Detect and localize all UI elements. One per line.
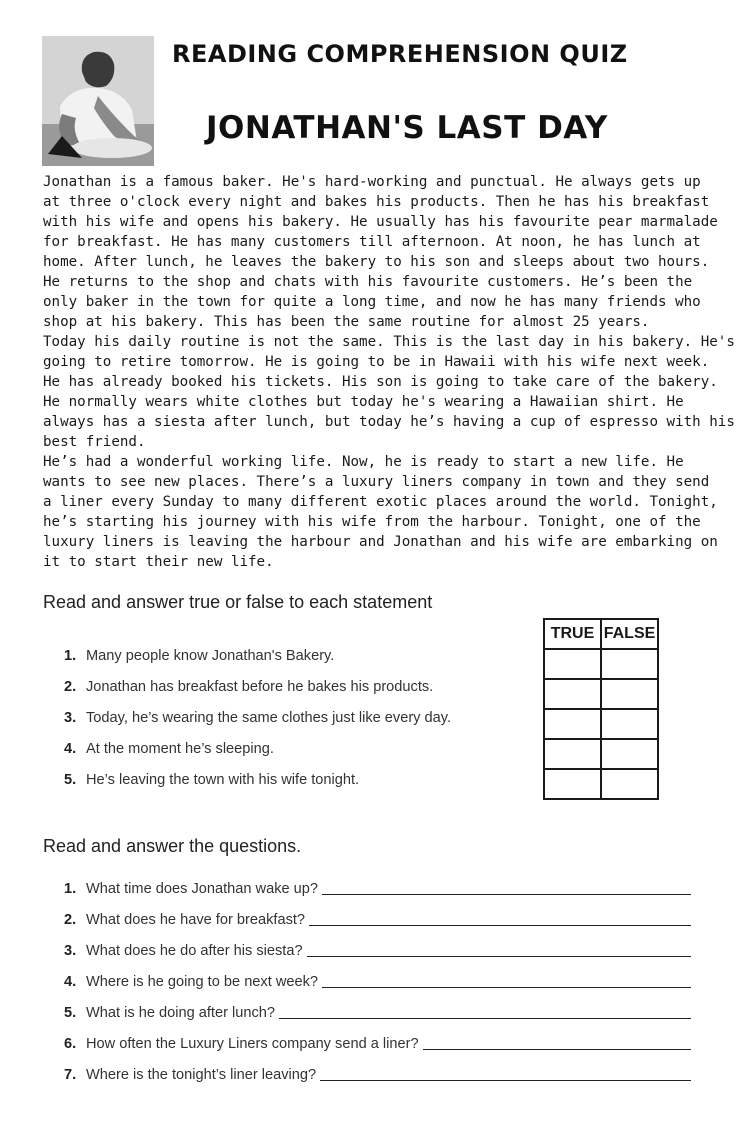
story-line: only baker in the town for quite a long time, and now he has many friends who bbox=[43, 294, 701, 310]
true-false-statements bbox=[64, 648, 451, 803]
false-column-header: FALSE bbox=[601, 619, 658, 649]
story-line: Jonathan is a famous baker. He's hard-working and punctual. He always gets up bbox=[43, 174, 701, 190]
story-line: wants to see new places. There’s a luxury liners company in town and they send bbox=[43, 474, 710, 490]
statement-text: At the moment he’s sleeping. bbox=[86, 741, 274, 757]
question-number: 1. bbox=[64, 881, 77, 897]
question-item bbox=[64, 1056, 691, 1087]
question-text: How often the Luxury Liners company send a liner? bbox=[86, 1036, 419, 1052]
statement-number: 3. bbox=[64, 710, 77, 726]
story-line: He normally wears white clothes but today he's wearing a Hawaiian shirt. He bbox=[43, 394, 684, 410]
true-answer-cell[interactable] bbox=[544, 769, 601, 799]
question-item bbox=[64, 932, 691, 963]
false-answer-cell[interactable] bbox=[601, 739, 658, 769]
story-line: it to start their new life. bbox=[43, 554, 274, 570]
statement-text: He’s leaving the town with his wife tonight. bbox=[86, 772, 360, 788]
story-line: He’s had a wonderful working life. Now, he is ready to start a new life. He bbox=[43, 454, 684, 470]
question-number: 5. bbox=[64, 1005, 77, 1021]
true-answer-cell[interactable] bbox=[544, 739, 601, 769]
question-number: 2. bbox=[64, 912, 77, 928]
false-answer-cell[interactable] bbox=[601, 649, 658, 679]
question-text: What is he doing after lunch? bbox=[86, 1005, 276, 1021]
story-line: best friend. bbox=[43, 434, 146, 450]
story-line: he’s starting his journey with his wife from the harbour. Tonight, one of the bbox=[43, 514, 701, 530]
statement-item bbox=[64, 679, 451, 710]
baker-photo bbox=[42, 36, 154, 166]
false-answer-cell[interactable] bbox=[601, 769, 658, 799]
question-number: 7. bbox=[64, 1067, 77, 1083]
story-line: at three o'clock every night and bakes his products. Then he has his breakfast bbox=[43, 194, 710, 210]
statement-item bbox=[64, 741, 451, 772]
false-answer-cell[interactable] bbox=[601, 679, 658, 709]
true-false-table bbox=[543, 618, 659, 800]
questions-heading: Read and answer the questions. bbox=[43, 836, 302, 856]
question-text: What time does Jonathan wake up? bbox=[86, 881, 319, 897]
question-list bbox=[64, 870, 691, 1087]
story-line: a liner every Sunday to many different exotic places around the world. Tonight, bbox=[43, 494, 718, 510]
true-false-header-row bbox=[544, 619, 658, 649]
statement-number: 4. bbox=[64, 741, 77, 757]
story-line: always has a siesta after lunch, but today he’s having a cup of espresso with his bbox=[43, 414, 735, 430]
story-line: with his wife and opens his bakery. He usually has his favourite pear marmalade bbox=[43, 214, 718, 230]
true-answer-cell[interactable] bbox=[544, 709, 601, 739]
true-column-header: TRUE bbox=[544, 619, 601, 649]
false-answer-cell[interactable] bbox=[601, 709, 658, 739]
statement-item bbox=[64, 648, 451, 679]
baker-illustration bbox=[42, 36, 154, 166]
true-answer-cell[interactable] bbox=[544, 679, 601, 709]
answer-line[interactable] bbox=[322, 987, 691, 988]
statement-number: 2. bbox=[64, 679, 77, 695]
question-item bbox=[64, 963, 691, 994]
statement-item bbox=[64, 710, 451, 741]
question-item bbox=[64, 870, 691, 901]
story-line: for breakfast. He has many customers till afternoon. At noon, he has lunch at bbox=[43, 234, 701, 250]
story-title: JONATHAN'S LAST DAY bbox=[206, 110, 608, 146]
statement-number: 1. bbox=[64, 648, 77, 664]
story-text bbox=[43, 172, 735, 572]
answer-row bbox=[544, 649, 658, 679]
statement-text: Many people know Jonathan's Bakery. bbox=[86, 648, 335, 664]
story-line: going to retire tomorrow. He is going to be in Hawaii with his wife next week. bbox=[43, 354, 710, 370]
answer-line[interactable] bbox=[307, 956, 691, 957]
answer-line[interactable] bbox=[423, 1049, 691, 1050]
question-item bbox=[64, 901, 691, 932]
statement-text: Today, he’s wearing the same clothes just like every day. bbox=[86, 710, 452, 726]
question-text: Where is the tonight’s liner leaving? bbox=[86, 1067, 317, 1083]
question-number: 4. bbox=[64, 974, 77, 990]
answer-line[interactable] bbox=[309, 925, 691, 926]
answer-row bbox=[544, 739, 658, 769]
statement-text: Jonathan has breakfast before he bakes his products. bbox=[86, 679, 434, 695]
quiz-title: READING COMPREHENSION QUIZ bbox=[172, 40, 628, 68]
question-text: Where is he going to be next week? bbox=[86, 974, 319, 990]
question-item bbox=[64, 994, 691, 1025]
answer-line[interactable] bbox=[320, 1080, 691, 1081]
true-false-heading: Read and answer true or false to each statement bbox=[43, 592, 433, 612]
answer-row bbox=[544, 769, 658, 799]
question-item bbox=[64, 1025, 691, 1056]
story-line: shop at his bakery. This has been the same routine for almost 25 years. bbox=[43, 314, 650, 330]
statement-item bbox=[64, 772, 451, 803]
statement-number: 5. bbox=[64, 772, 77, 788]
question-number: 6. bbox=[64, 1036, 77, 1052]
story-line: He returns to the shop and chats with his favourite customers. He’s been the bbox=[43, 274, 693, 290]
story-line: luxury liners is leaving the harbour and Jonathan and his wife are embarking on bbox=[43, 534, 718, 550]
true-answer-cell[interactable] bbox=[544, 649, 601, 679]
story-line: home. After lunch, he leaves the bakery to his son and sleeps about two hours. bbox=[43, 254, 710, 270]
answer-line[interactable] bbox=[279, 1018, 691, 1019]
answer-line[interactable] bbox=[322, 894, 691, 895]
question-number: 3. bbox=[64, 943, 77, 959]
answer-row bbox=[544, 709, 658, 739]
question-text: What does he do after his siesta? bbox=[86, 943, 303, 959]
story-line: Today his daily routine is not the same. This is the last day in his bakery. He's bbox=[43, 334, 735, 350]
question-text: What does he have for breakfast? bbox=[86, 912, 306, 928]
answer-row bbox=[544, 679, 658, 709]
story-line: He has already booked his tickets. His son is going to take care of the bakery. bbox=[43, 374, 718, 390]
